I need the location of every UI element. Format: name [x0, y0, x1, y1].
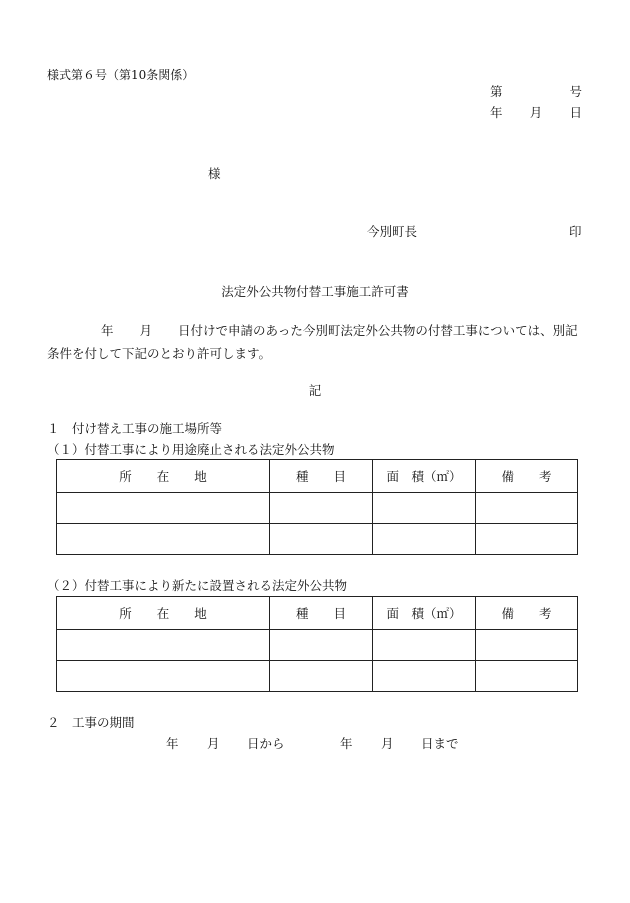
column-header-area: 面 積（㎡）	[373, 597, 476, 630]
date-day: 日	[569, 105, 582, 120]
section-1-heading: １ 付け替え工事の施工場所等	[47, 421, 223, 436]
section-2-heading: ２ 工事の期間	[47, 715, 135, 730]
table-cell[interactable]	[373, 524, 476, 555]
issue-date-line	[490, 103, 582, 121]
table-cell[interactable]	[270, 493, 373, 524]
body-month: 月	[139, 323, 153, 338]
subsection-2-heading: （２）付替工事により新たに設置される法定外公共物	[47, 578, 348, 593]
column-header-category: 種 目	[270, 597, 373, 630]
body-paragraph	[47, 319, 587, 365]
ki-heading: 記	[308, 383, 322, 398]
body-year: 年	[101, 323, 114, 338]
period-end-day: 日まで	[421, 736, 459, 751]
period-end-month: 月	[381, 736, 394, 751]
table-cell[interactable]	[373, 493, 476, 524]
table-cell[interactable]	[373, 661, 476, 692]
form-number: 様式第６号（第10条関係）	[47, 68, 195, 82]
table-header-row	[57, 597, 578, 630]
table-cell[interactable]	[476, 493, 578, 524]
table-row	[57, 661, 578, 692]
table-cell[interactable]	[57, 524, 270, 555]
column-header-remarks: 備 考	[476, 460, 578, 493]
table-cell[interactable]	[270, 661, 373, 692]
subsection-1-heading: （１）付替工事により用途廃止される法定外公共物	[47, 442, 335, 457]
construction-period	[166, 734, 459, 752]
table-header-row	[57, 460, 578, 493]
period-start-year: 年	[166, 736, 179, 751]
abolished-property-table	[56, 459, 578, 555]
date-month: 月	[529, 105, 543, 120]
table-cell[interactable]	[373, 630, 476, 661]
table-row	[57, 524, 578, 555]
document-title: 法定外公共物付替工事施工許可書	[221, 284, 409, 299]
table-cell[interactable]	[476, 524, 578, 555]
seal-mark: 印	[569, 224, 582, 239]
table-cell[interactable]	[270, 630, 373, 661]
table-cell[interactable]	[57, 493, 270, 524]
period-start-day: 日から	[247, 736, 285, 751]
table-row	[57, 630, 578, 661]
column-header-location: 所 在 地	[57, 597, 270, 630]
new-property-table	[56, 596, 578, 692]
table-cell[interactable]	[57, 661, 270, 692]
document-number-line	[490, 82, 582, 100]
column-header-area: 面 積（㎡）	[373, 460, 476, 493]
table-cell[interactable]	[476, 630, 578, 661]
addressee-suffix: 様	[208, 166, 221, 181]
body-text: 日付けで申請のあった今別町法定外公共物の付替工事については、別記条件を付して下記のとおり許可します。	[47, 323, 578, 361]
period-end-year: 年	[340, 736, 353, 751]
table-row	[57, 493, 578, 524]
column-header-location: 所 在 地	[57, 460, 270, 493]
doc-number-suffix: 号	[569, 84, 582, 99]
date-year: 年	[490, 105, 503, 120]
table-cell[interactable]	[57, 630, 270, 661]
table-cell[interactable]	[476, 661, 578, 692]
issuer-name: 今別町長	[367, 224, 418, 239]
doc-number-prefix: 第	[490, 84, 503, 99]
table-cell[interactable]	[270, 524, 373, 555]
column-header-remarks: 備 考	[476, 597, 578, 630]
period-start-month: 月	[207, 736, 220, 751]
column-header-category: 種 目	[270, 460, 373, 493]
